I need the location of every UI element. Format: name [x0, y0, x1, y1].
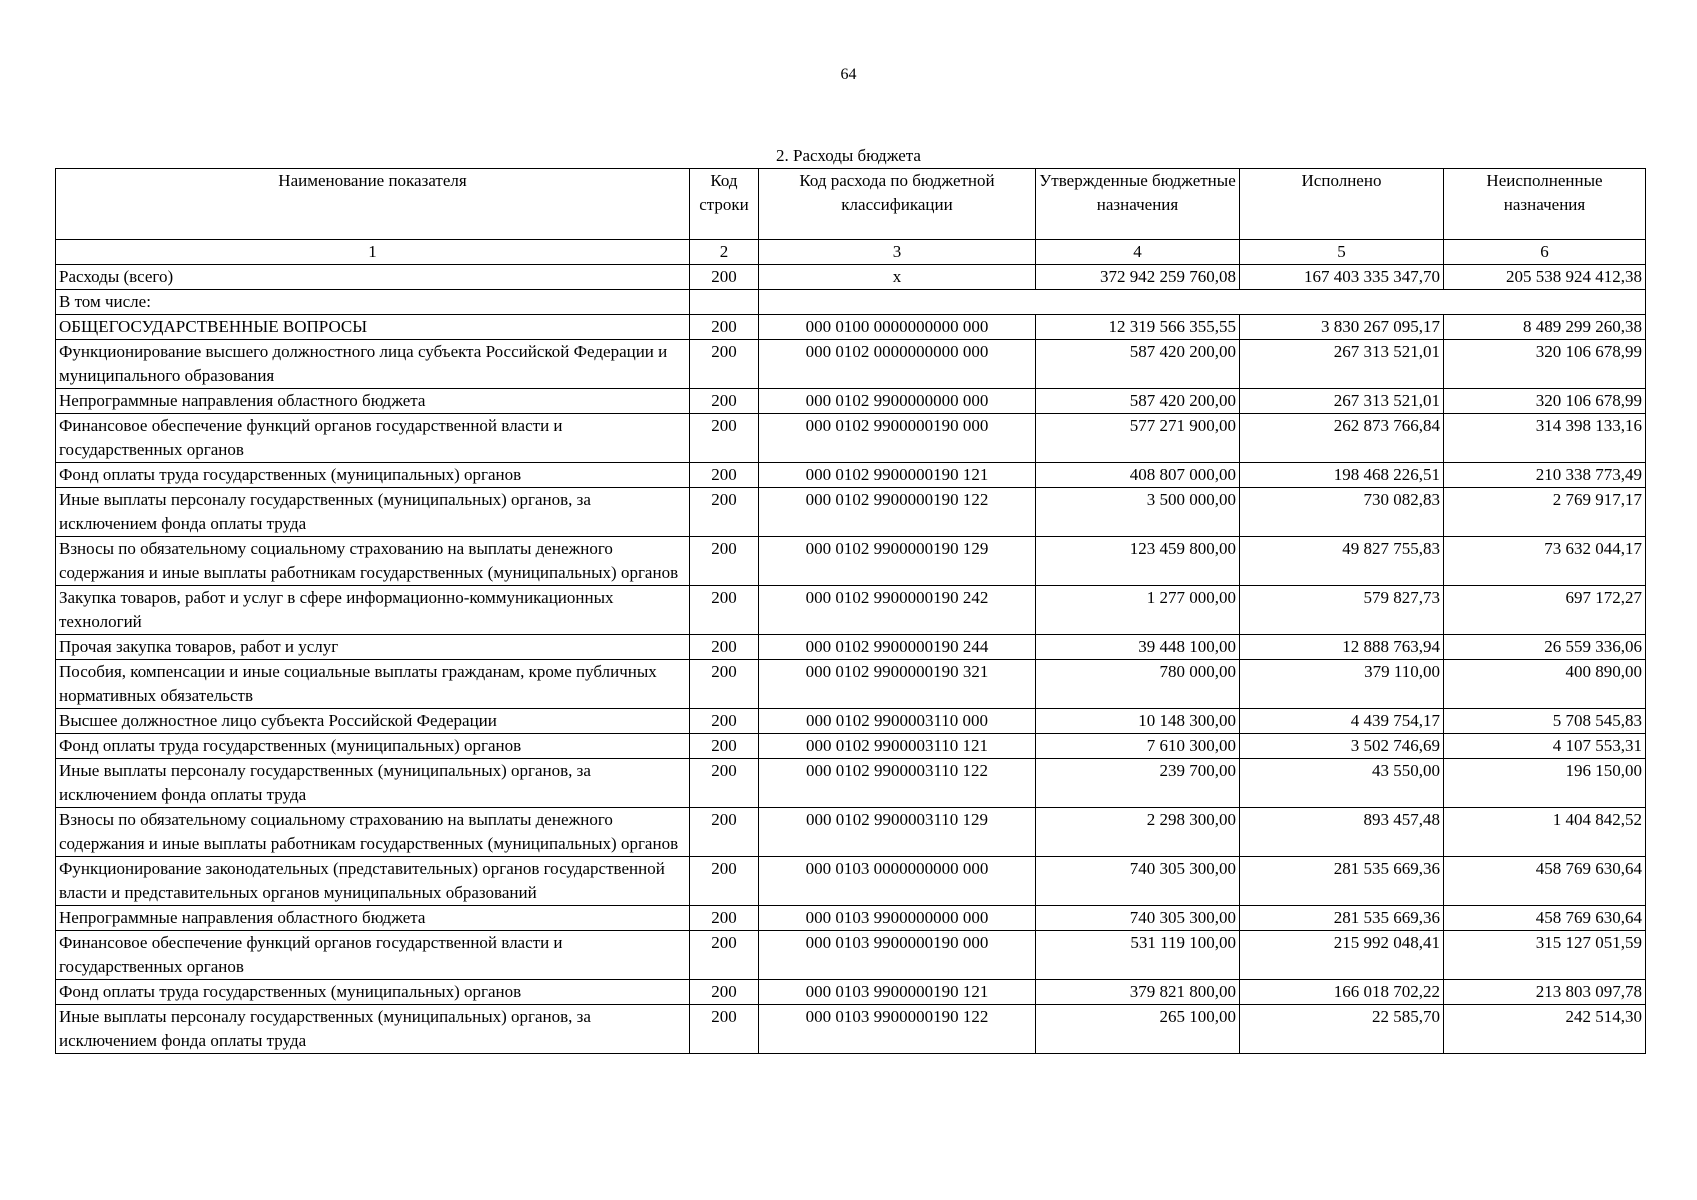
cell-name: В том числе:: [56, 290, 690, 315]
cell-unexecuted: 314 398 133,16: [1444, 414, 1646, 463]
cell-executed: 267 313 521,01: [1240, 389, 1444, 414]
cell-name: Расходы (всего): [56, 265, 690, 290]
cell-approved: 239 700,00: [1036, 759, 1240, 808]
cell-classification: 000 0103 9900000190 121: [759, 980, 1036, 1005]
cell-unexecuted: 697 172,27: [1444, 586, 1646, 635]
cell-name: Взносы по обязательному социальному страхованию на выплаты денежного содержания и иные выплаты работникам государственных (муниципальных) органов: [56, 808, 690, 857]
cell-unexecuted: 315 127 051,59: [1444, 931, 1646, 980]
table-header-row: [56, 169, 1646, 240]
header-approved: Утвержденные бюджетные назначения: [1036, 169, 1240, 240]
cell-executed: 262 873 766,84: [1240, 414, 1444, 463]
header-unexecuted: Неисполненные назначения: [1444, 169, 1646, 240]
cell-name: Иные выплаты персоналу государственных (муниципальных) органов, за исключением фонда оплаты труда: [56, 759, 690, 808]
cell-executed: 281 535 669,36: [1240, 906, 1444, 931]
cell-unexecuted: 2 769 917,17: [1444, 488, 1646, 537]
table-row: [56, 734, 1646, 759]
cell-classification: 000 0103 9900000190 122: [759, 1005, 1036, 1054]
table-row: [56, 537, 1646, 586]
table-row: [56, 931, 1646, 980]
cell-approved: 2 298 300,00: [1036, 808, 1240, 857]
cell-name: Взносы по обязательному социальному страхованию на выплаты денежного содержания и иные выплаты работникам государственных (муниципальных) органов: [56, 537, 690, 586]
cell-classification: 000 0100 0000000000 000: [759, 315, 1036, 340]
cell-row-code: 200: [690, 734, 759, 759]
table-row: [56, 463, 1646, 488]
cell-name: Иные выплаты персоналу государственных (муниципальных) органов, за исключением фонда оплаты труда: [56, 1005, 690, 1054]
table-row: [56, 340, 1646, 389]
page-number: 64: [840, 66, 857, 83]
cell-executed: 4 439 754,17: [1240, 709, 1444, 734]
cell-row-code: 200: [690, 931, 759, 980]
header-row-code: Код строки: [690, 169, 759, 240]
cell-executed: 12 888 763,94: [1240, 635, 1444, 660]
cell-unexecuted: 5 708 545,83: [1444, 709, 1646, 734]
cell-classification: 000 0103 9900000190 000: [759, 931, 1036, 980]
cell-name: Высшее должностное лицо субъекта Российской Федерации: [56, 709, 690, 734]
cell-row-code: 200: [690, 709, 759, 734]
cell-unexecuted: 26 559 336,06: [1444, 635, 1646, 660]
cell-classification: 000 0102 9900003110 129: [759, 808, 1036, 857]
cell-name: Фонд оплаты труда государственных (муниципальных) органов: [56, 980, 690, 1005]
cell-unexecuted: 210 338 773,49: [1444, 463, 1646, 488]
cell-approved: 123 459 800,00: [1036, 537, 1240, 586]
cell-executed: 893 457,48: [1240, 808, 1444, 857]
cell-row-code: 200: [690, 660, 759, 709]
cell-name: ОБЩЕГОСУДАРСТВЕННЫЕ ВОПРОСЫ: [56, 315, 690, 340]
table-row: [56, 488, 1646, 537]
cell-classification: x: [759, 265, 1036, 290]
column-number: 4: [1036, 240, 1240, 265]
cell-classification: 000 0103 0000000000 000: [759, 857, 1036, 906]
cell-approved: 577 271 900,00: [1036, 414, 1240, 463]
table-row: [56, 709, 1646, 734]
cell-approved: 587 420 200,00: [1036, 389, 1240, 414]
cell-approved: 1 277 000,00: [1036, 586, 1240, 635]
cell-name: Непрограммные направления областного бюджета: [56, 906, 690, 931]
cell-approved: 12 319 566 355,55: [1036, 315, 1240, 340]
table-row: [56, 759, 1646, 808]
cell-approved: 379 821 800,00: [1036, 980, 1240, 1005]
table-row: [56, 906, 1646, 931]
column-number: 2: [690, 240, 759, 265]
table-row: [56, 980, 1646, 1005]
column-number: 5: [1240, 240, 1444, 265]
cell-executed: 43 550,00: [1240, 759, 1444, 808]
cell-name: Фонд оплаты труда государственных (муниципальных) органов: [56, 463, 690, 488]
cell-executed: 730 082,83: [1240, 488, 1444, 537]
cell-unexecuted: 1 404 842,52: [1444, 808, 1646, 857]
cell-name: Функционирование высшего должностного лица субъекта Российской Федерации и муниципального образования: [56, 340, 690, 389]
cell-name: Финансовое обеспечение функций органов государственной власти и государственных органов: [56, 931, 690, 980]
cell-classification: 000 0102 9900000190 122: [759, 488, 1036, 537]
table-row: [56, 808, 1646, 857]
cell-merged-empty: [759, 290, 1646, 315]
cell-name: Прочая закупка товаров, работ и услуг: [56, 635, 690, 660]
cell-classification: 000 0102 9900000190 242: [759, 586, 1036, 635]
cell-row-code: 200: [690, 389, 759, 414]
cell-row-code: 200: [690, 808, 759, 857]
cell-classification: 000 0102 9900000190 129: [759, 537, 1036, 586]
cell-classification: 000 0102 9900003110 122: [759, 759, 1036, 808]
section-title: 2. Расходы бюджета: [776, 146, 921, 165]
cell-unexecuted: 458 769 630,64: [1444, 857, 1646, 906]
cell-row-code: 200: [690, 857, 759, 906]
column-numbers-row: [56, 240, 1646, 265]
cell-unexecuted: 196 150,00: [1444, 759, 1646, 808]
cell-name: Закупка товаров, работ и услуг в сфере информационно-коммуникационных технологий: [56, 586, 690, 635]
cell-row-code: 200: [690, 340, 759, 389]
table-row: [56, 635, 1646, 660]
cell-approved: 740 305 300,00: [1036, 906, 1240, 931]
cell-unexecuted: 8 489 299 260,38: [1444, 315, 1646, 340]
cell-row-code: 200: [690, 537, 759, 586]
cell-classification: 000 0102 9900000190 321: [759, 660, 1036, 709]
cell-executed: 167 403 335 347,70: [1240, 265, 1444, 290]
cell-executed: 49 827 755,83: [1240, 537, 1444, 586]
cell-classification: 000 0102 9900000190 000: [759, 414, 1036, 463]
cell-row-code: 200: [690, 315, 759, 340]
cell-executed: 198 468 226,51: [1240, 463, 1444, 488]
cell-approved: 531 119 100,00: [1036, 931, 1240, 980]
cell-row-code: 200: [690, 759, 759, 808]
cell-executed: 22 585,70: [1240, 1005, 1444, 1054]
cell-unexecuted: 205 538 924 412,38: [1444, 265, 1646, 290]
cell-unexecuted: 242 514,30: [1444, 1005, 1646, 1054]
cell-executed: 281 535 669,36: [1240, 857, 1444, 906]
cell-row-code: 200: [690, 980, 759, 1005]
column-number: 6: [1444, 240, 1646, 265]
cell-unexecuted: 73 632 044,17: [1444, 537, 1646, 586]
cell-name: Финансовое обеспечение функций органов государственной власти и государственных органов: [56, 414, 690, 463]
cell-classification: 000 0102 9900003110 000: [759, 709, 1036, 734]
cell-executed: 215 992 048,41: [1240, 931, 1444, 980]
column-number: 1: [56, 240, 690, 265]
cell-executed: 166 018 702,22: [1240, 980, 1444, 1005]
cell-classification: 000 0102 9900000190 244: [759, 635, 1036, 660]
cell-executed: 579 827,73: [1240, 586, 1444, 635]
cell-approved: 39 448 100,00: [1036, 635, 1240, 660]
table-row: [56, 290, 1646, 315]
cell-row-code: 200: [690, 586, 759, 635]
table-row: [56, 414, 1646, 463]
cell-row-code: 200: [690, 906, 759, 931]
cell-unexecuted: 320 106 678,99: [1444, 340, 1646, 389]
cell-executed: 379 110,00: [1240, 660, 1444, 709]
cell-unexecuted: 400 890,00: [1444, 660, 1646, 709]
cell-row-code: 200: [690, 635, 759, 660]
cell-name: Фонд оплаты труда государственных (муниципальных) органов: [56, 734, 690, 759]
cell-classification: 000 0103 9900000000 000: [759, 906, 1036, 931]
cell-row-code: 200: [690, 488, 759, 537]
cell-unexecuted: 320 106 678,99: [1444, 389, 1646, 414]
cell-approved: 408 807 000,00: [1036, 463, 1240, 488]
cell-name: Иные выплаты персоналу государственных (муниципальных) органов, за исключением фонда оплаты труда: [56, 488, 690, 537]
cell-approved: 740 305 300,00: [1036, 857, 1240, 906]
cell-name: Непрограммные направления областного бюджета: [56, 389, 690, 414]
cell-approved: 10 148 300,00: [1036, 709, 1240, 734]
cell-executed: 3 502 746,69: [1240, 734, 1444, 759]
table-row: [56, 265, 1646, 290]
table-row: [56, 315, 1646, 340]
cell-approved: 780 000,00: [1036, 660, 1240, 709]
table-row: [56, 857, 1646, 906]
cell-unexecuted: 4 107 553,31: [1444, 734, 1646, 759]
cell-approved: 3 500 000,00: [1036, 488, 1240, 537]
column-number: 3: [759, 240, 1036, 265]
cell-row-code: [690, 290, 759, 315]
cell-classification: 000 0102 9900000000 000: [759, 389, 1036, 414]
cell-row-code: 200: [690, 414, 759, 463]
cell-approved: 587 420 200,00: [1036, 340, 1240, 389]
cell-row-code: 200: [690, 265, 759, 290]
cell-classification: 000 0102 9900000190 121: [759, 463, 1036, 488]
budget-expenses-table: [55, 168, 1646, 1054]
cell-approved: 265 100,00: [1036, 1005, 1240, 1054]
cell-unexecuted: 458 769 630,64: [1444, 906, 1646, 931]
table-row: [56, 660, 1646, 709]
cell-row-code: 200: [690, 463, 759, 488]
cell-executed: 267 313 521,01: [1240, 340, 1444, 389]
header-executed: Исполнено: [1240, 169, 1444, 240]
table-row: [56, 1005, 1646, 1054]
header-name: Наименование показателя: [56, 169, 690, 240]
cell-name: Функционирование законодательных (представительных) органов государственной власти и представительных органов муниципальных образований: [56, 857, 690, 906]
cell-row-code: 200: [690, 1005, 759, 1054]
cell-classification: 000 0102 9900003110 121: [759, 734, 1036, 759]
cell-approved: 372 942 259 760,08: [1036, 265, 1240, 290]
cell-approved: 7 610 300,00: [1036, 734, 1240, 759]
cell-unexecuted: 213 803 097,78: [1444, 980, 1646, 1005]
table-row: [56, 586, 1646, 635]
table-row: [56, 389, 1646, 414]
cell-classification: 000 0102 0000000000 000: [759, 340, 1036, 389]
header-classification: Код расхода по бюджетной классификации: [759, 169, 1036, 240]
cell-name: Пособия, компенсации и иные социальные выплаты гражданам, кроме публичных нормативных обязательств: [56, 660, 690, 709]
cell-executed: 3 830 267 095,17: [1240, 315, 1444, 340]
